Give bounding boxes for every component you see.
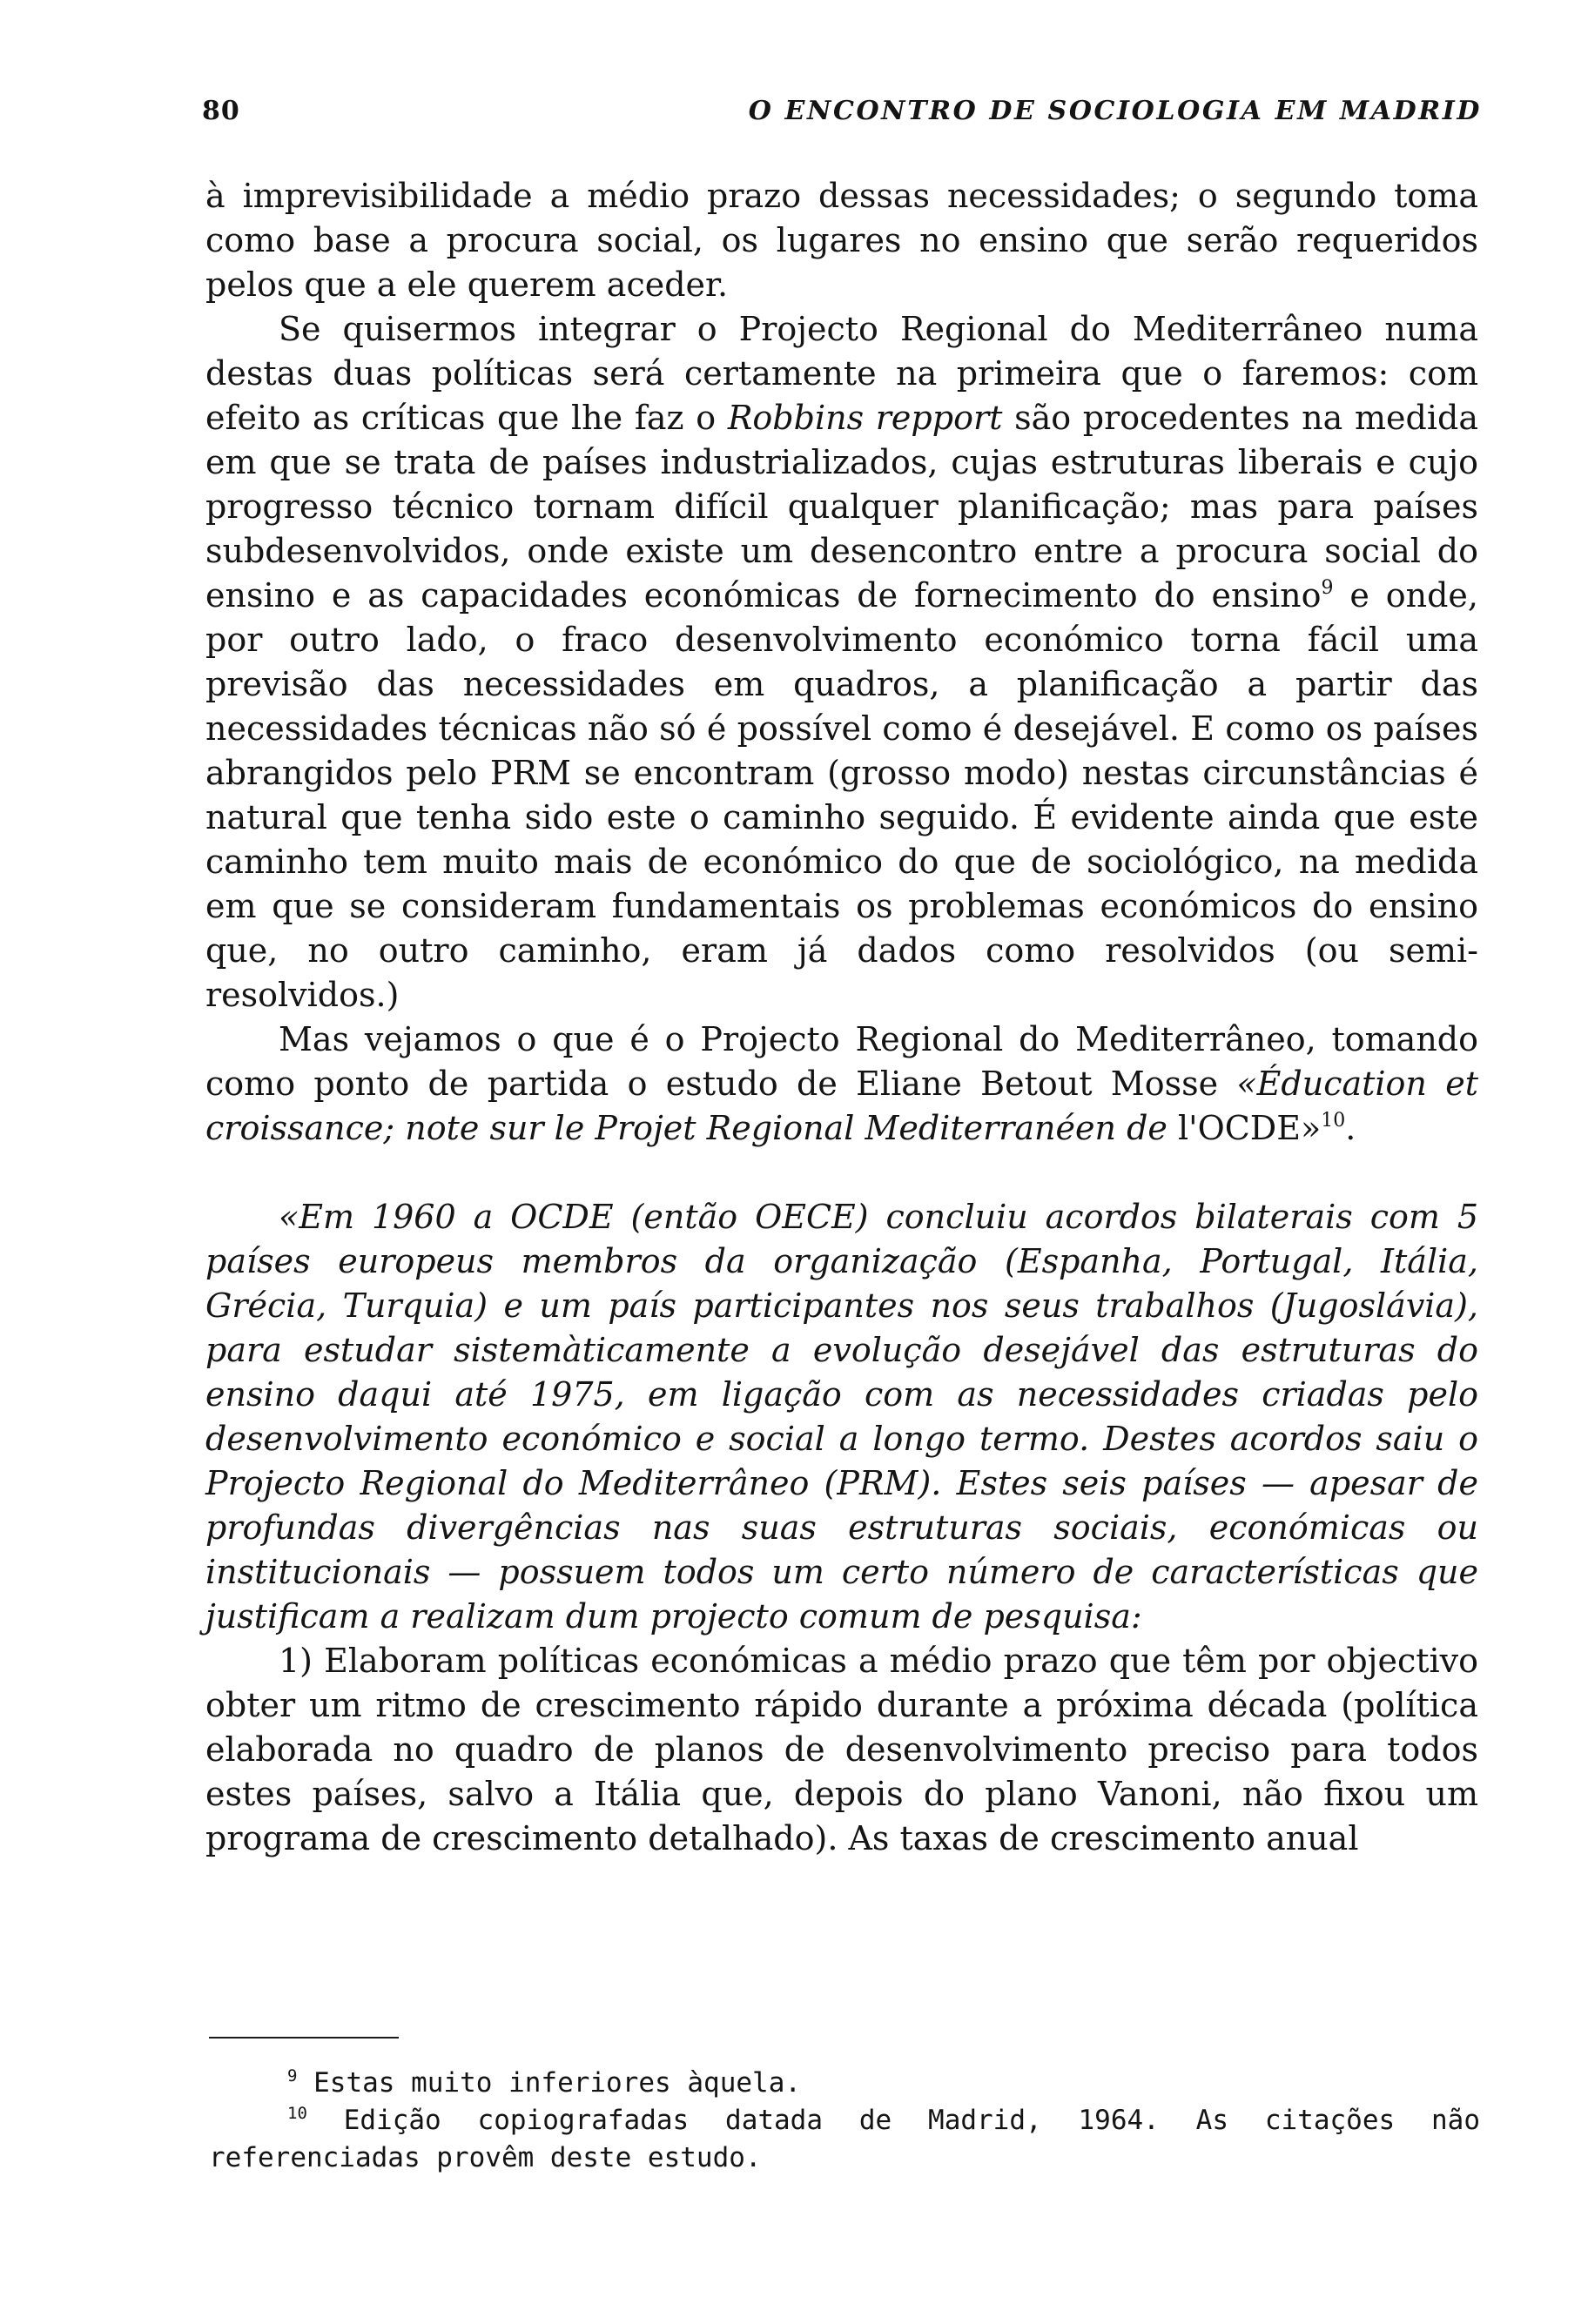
footnote-9 bbox=[209, 2065, 1480, 2102]
paragraph-text: . bbox=[1345, 1109, 1356, 1147]
footnote-ref[interactable]: 9 bbox=[1321, 577, 1334, 599]
paragraph-planning-policies bbox=[205, 307, 1478, 1018]
footnote-number: 10 bbox=[287, 2104, 307, 2123]
footnote-text: Edição copiografadas datada de Madrid, 1964. As citações não referenciadas provêm deste estudo. bbox=[209, 2105, 1480, 2173]
cited-study-title: «Éducation et croissance; note sur le Projet Regional Mediterranéen de bbox=[205, 1065, 1478, 1147]
footnote-separator bbox=[209, 2037, 399, 2039]
footnote-number: 9 bbox=[287, 2066, 298, 2086]
paragraph-text: l'OCDE» bbox=[1167, 1109, 1322, 1147]
footnote-ref[interactable]: 10 bbox=[1321, 1110, 1346, 1132]
footnotes bbox=[209, 2065, 1480, 2177]
footnote-10 bbox=[209, 2102, 1480, 2177]
paragraph-text: e onde, por outro lado, o fraco desenvolvimento económico torna fácil uma previsão das necessidades em quadros, a planificação a partir das necessidades técnicas não só é possível como é desejável. E como os países abrangidos pelo PRM se encontram (grosso modo) nestas circunstâncias é natural que tenha sido este o caminho seguido. É evidente ainda que este caminho tem muito mais de económico do que de sociológico, na medida em que se consideram fundamentais os problemas económicos do ensino que, no outro caminho, eram já dados como resolvidos (ou semi-resolvidos.) bbox=[205, 576, 1478, 1014]
paragraph-text: Mas vejamos o que é o Projecto Regional do Mediterrâneo, tomando como ponto de partida o estudo de Eliane Betout Mosse bbox=[205, 1020, 1478, 1103]
paragraph-text: são procedentes na medida em que se trata de países industrializados, cujas estruturas liberais e cujo progresso técnico tornam difícil qualquer planificação; mas para países subdesenvolvidos, onde existe um desencontro entre a procura social do ensino e as capacidades económicas de fornecimento do ensino bbox=[205, 399, 1478, 615]
page-number: 80 bbox=[202, 96, 240, 126]
cited-report-title: Robbins repport bbox=[727, 399, 1003, 437]
running-head: O ENCONTRO DE SOCIOLOGIA EM MADRID bbox=[748, 96, 1482, 126]
paragraph-prm-intro bbox=[205, 1018, 1478, 1151]
footnote-text: Estas muito inferiores àquela. bbox=[297, 2067, 802, 2099]
page-header bbox=[202, 96, 1482, 139]
paragraph-numbered-point-1: 1) Elaboram políticas económicas a médio prazo que têm por objectivo obter um ritmo de crescimento rápido durante a próxima década (política elaborada no quadro de planos de desenvolvimento preciso para todos estes países, salvo a Itália que, depois do plano Vanoni, não fixou um programa de crescimento detalhado). As taxas de crescimento anual bbox=[205, 1642, 1478, 1857]
block-quote: «Em 1960 a OCDE (então OECE) concluiu acordos bilaterais com 5 países europeus membros da organização (Espanha, Portugal, Itália, Grécia, Turquia) e um país participantes nos seus trabalhos (Jugoslávia), para estudar sistemàticamente a evolução desejável das estruturas do ensino daqui até 1975, em ligação com as necessidades criadas pelo desenvolvimento económico e social a longo termo. Destes acordos saiu o Projecto Regional do Mediterrâneo (PRM). Estes seis países — apesar de profundas divergências nas suas estruturas sociais, económicas ou institucionais — possuem todos um certo número de características que justificam a realizam dum projecto comum de pesquisa: bbox=[205, 1198, 1478, 1636]
paragraph-text: Se quisermos integrar o Projecto Regional do Mediterrâneo numa destas duas políticas será certamente na primeira que o faremos: com efeito as críticas que lhe faz o bbox=[205, 310, 1478, 437]
paragraph-continuation: à imprevisibilidade a médio prazo dessas necessidades; o segundo toma como base a procura social, os lugares no ensino que serão requeridos pelos que a ele querem aceder. bbox=[205, 177, 1478, 304]
main-text bbox=[205, 174, 1478, 1861]
